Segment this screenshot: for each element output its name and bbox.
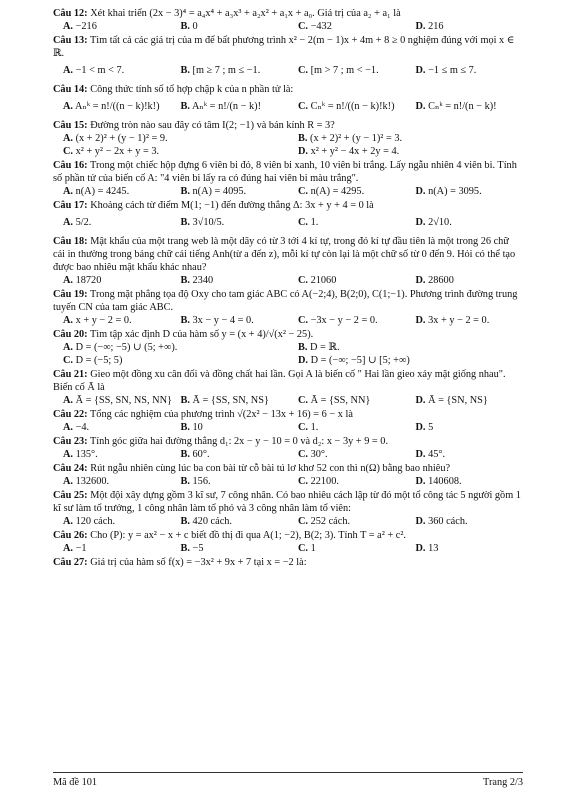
option-text: D = (−∞; −5] ∪ [5; +∞) bbox=[310, 355, 410, 366]
option-key: A. bbox=[63, 101, 74, 112]
option-key: A. bbox=[63, 133, 74, 144]
question-stem bbox=[53, 328, 523, 341]
option-key: B. bbox=[180, 516, 190, 527]
answer-option bbox=[171, 421, 289, 434]
answer-options bbox=[53, 20, 523, 33]
option-text: Cₙᵏ = n!/((n − k)!k!) bbox=[310, 101, 395, 112]
question-label: Câu 18: bbox=[53, 236, 88, 247]
option-text: 135°. bbox=[75, 449, 98, 460]
option-key: D. bbox=[415, 186, 426, 197]
option-key: D. bbox=[415, 275, 426, 286]
answer-option bbox=[288, 354, 523, 367]
option-text: x² + y² − 4x + 2y = 4. bbox=[310, 146, 400, 157]
option-key: C. bbox=[298, 449, 309, 460]
answer-options bbox=[53, 132, 523, 158]
answer-options bbox=[53, 60, 523, 82]
question-26 bbox=[53, 529, 523, 555]
option-key: B. bbox=[180, 275, 190, 286]
answer-option bbox=[406, 20, 524, 33]
question-stem bbox=[53, 435, 523, 448]
exam-code: Mã đề 101 bbox=[53, 777, 98, 788]
answer-option bbox=[406, 185, 524, 198]
option-key: A. bbox=[63, 315, 74, 326]
option-text: [m > 7 ; m < −1. bbox=[310, 65, 379, 76]
option-key: A. bbox=[63, 217, 74, 228]
option-text: n(A) = 4295. bbox=[310, 186, 365, 197]
question-label: Câu 14: bbox=[53, 84, 88, 95]
option-text: D = (−5; 5) bbox=[75, 355, 123, 366]
option-text: Ā = {SS, NN} bbox=[310, 395, 371, 406]
option-text: (x + 2)² + (y − 1)² = 9. bbox=[75, 133, 168, 144]
question-27 bbox=[53, 556, 523, 569]
answer-option bbox=[53, 421, 171, 434]
question-label: Câu 27: bbox=[53, 557, 88, 568]
question-text: Khoảng cách từ điểm M(1; −1) đến đường thẳng Δ: 3x + y + 4 = 0 là bbox=[90, 200, 374, 211]
option-text: 45°. bbox=[428, 449, 446, 460]
option-text: 60°. bbox=[192, 449, 210, 460]
option-text: −1 ≤ m ≤ 7. bbox=[428, 65, 477, 76]
answer-option bbox=[171, 212, 289, 234]
option-key: C. bbox=[298, 275, 309, 286]
question-text: Rút ngẫu nhiên cùng lúc ba con bài từ cỗ bài tú lơ khơ 52 con thì n(Ω) bằng bao nhiêu? bbox=[90, 463, 451, 474]
option-key: D. bbox=[298, 146, 309, 157]
question-stem bbox=[53, 368, 523, 394]
question-text: Một đội xây dựng gồm 3 kĩ sư, 7 công nhân. Có bao nhiêu cách lập từ đó một tổ công tác 5 người gồm 1 kĩ sư làm tổ trưởng, 1 công nhân làm tổ phó và 3 công nhân làm tổ viên: bbox=[53, 490, 521, 514]
question-stem bbox=[53, 556, 523, 569]
question-stem bbox=[53, 288, 523, 314]
option-text: Aₙᵏ = n!/(n − k)! bbox=[191, 101, 262, 112]
answer-option bbox=[53, 542, 171, 555]
answer-option bbox=[53, 448, 171, 461]
option-key: D. bbox=[415, 217, 426, 228]
option-text: −1 < m < 7. bbox=[75, 65, 125, 76]
question-13 bbox=[53, 34, 523, 82]
answer-option bbox=[406, 274, 524, 287]
answer-options bbox=[53, 394, 523, 407]
question-text: Trong một chiếc hộp đựng 6 viên bi đỏ, 8 viên bi xanh, 10 viên bi trắng. Lấy ngẫu nhiên 4 viên bi. Tính số phần tử của biến cố A: "4 viên bi lấy ra có đúng hai viên bi màu trắng". bbox=[53, 160, 517, 184]
answer-option bbox=[53, 96, 171, 118]
question-stem bbox=[53, 489, 523, 515]
option-key: D. bbox=[415, 65, 426, 76]
answer-option bbox=[171, 274, 289, 287]
answer-option bbox=[171, 515, 289, 528]
question-25 bbox=[53, 489, 523, 528]
option-key: C. bbox=[298, 422, 309, 433]
question-stem bbox=[53, 462, 523, 475]
answer-option bbox=[53, 20, 171, 33]
question-stem bbox=[53, 34, 523, 60]
answer-option bbox=[53, 274, 171, 287]
option-text: 132600. bbox=[75, 476, 110, 487]
option-text: Ā = {SN, NS} bbox=[428, 395, 488, 406]
answer-option bbox=[288, 185, 406, 198]
option-key: D. bbox=[415, 422, 426, 433]
option-text: 5 bbox=[428, 422, 434, 433]
question-12 bbox=[53, 7, 523, 33]
option-text: −4. bbox=[75, 422, 90, 433]
question-label: Câu 13: bbox=[53, 35, 88, 46]
question-text: Gieo một đồng xu cân đối và đồng chất hai lần. Gọi A là biến cố " Hai lần gieo xảy mặt giống nhau". Biến cố Ā là bbox=[53, 369, 506, 393]
answer-options bbox=[53, 96, 523, 118]
question-stem bbox=[53, 199, 523, 212]
option-key: A. bbox=[63, 342, 74, 353]
exam-page bbox=[53, 7, 523, 569]
option-text: D = (−∞; −5) ∪ (5; +∞). bbox=[75, 342, 178, 353]
answer-option bbox=[171, 60, 289, 82]
option-text: n(A) = 4095. bbox=[192, 186, 247, 197]
option-text: 30°. bbox=[310, 449, 328, 460]
answer-option bbox=[171, 475, 289, 488]
option-key: B. bbox=[180, 186, 190, 197]
answer-option bbox=[53, 185, 171, 198]
question-text: Tìm tập xác định D của hàm số y = (x + 4)/√(x² − 25). bbox=[90, 329, 314, 340]
option-text: n(A) = 4245. bbox=[75, 186, 130, 197]
answer-option bbox=[288, 314, 406, 327]
option-key: D. bbox=[415, 315, 426, 326]
answer-option bbox=[288, 515, 406, 528]
question-15 bbox=[53, 119, 523, 158]
option-key: D. bbox=[415, 449, 426, 460]
option-text: 252 cách. bbox=[310, 516, 351, 527]
answer-option bbox=[406, 421, 524, 434]
answer-option bbox=[171, 20, 289, 33]
answer-option bbox=[288, 96, 406, 118]
option-key: D. bbox=[415, 101, 426, 112]
question-text: Xét khai triển (2x − 3)⁴ = a₄x⁴ + a₃x³ + a₂x² + a₁x + a₀. Giá trị của a₂ + a₁ là bbox=[90, 8, 401, 19]
option-key: C. bbox=[298, 516, 309, 527]
option-text: [m ≥ 7 ; m ≤ −1. bbox=[192, 65, 261, 76]
question-label: Câu 12: bbox=[53, 8, 88, 19]
answer-option bbox=[53, 132, 288, 145]
answer-option bbox=[288, 132, 523, 145]
option-key: C. bbox=[298, 65, 309, 76]
option-text: Ā = {SS, SN, NS} bbox=[192, 395, 269, 406]
option-key: B. bbox=[180, 101, 190, 112]
answer-options bbox=[53, 421, 523, 434]
answer-options bbox=[53, 515, 523, 528]
question-label: Câu 26: bbox=[53, 530, 88, 541]
option-key: C. bbox=[63, 355, 74, 366]
option-key: C. bbox=[298, 217, 309, 228]
answer-options bbox=[53, 475, 523, 488]
option-text: −3x − y − 2 = 0. bbox=[310, 315, 378, 326]
question-24 bbox=[53, 462, 523, 488]
question-21 bbox=[53, 368, 523, 407]
option-text: x² + y² − 2x + y = 3. bbox=[75, 146, 160, 157]
question-22 bbox=[53, 408, 523, 434]
option-key: B. bbox=[180, 543, 190, 554]
option-key: B. bbox=[298, 133, 308, 144]
question-stem bbox=[53, 159, 523, 185]
option-text: 3x + y − 2 = 0. bbox=[428, 315, 490, 326]
option-text: (x + 2)² + (y − 1)² = 3. bbox=[310, 133, 403, 144]
question-stem bbox=[53, 7, 523, 20]
option-text: 5/2. bbox=[75, 217, 92, 228]
option-key: D. bbox=[298, 355, 309, 366]
answer-option bbox=[171, 96, 289, 118]
option-key: C. bbox=[298, 101, 309, 112]
answer-option bbox=[406, 448, 524, 461]
answer-option bbox=[406, 475, 524, 488]
option-key: C. bbox=[298, 395, 309, 406]
answer-option bbox=[288, 394, 406, 407]
question-20 bbox=[53, 328, 523, 367]
option-text: 28600 bbox=[428, 275, 454, 286]
option-text: 156. bbox=[192, 476, 211, 487]
question-label: Câu 16: bbox=[53, 160, 88, 171]
option-key: C. bbox=[63, 146, 74, 157]
answer-option bbox=[53, 354, 288, 367]
option-text: 140608. bbox=[428, 476, 462, 487]
option-text: 1. bbox=[310, 217, 319, 228]
option-text: Cₙᵏ = n!/(n − k)! bbox=[428, 101, 497, 112]
answer-options bbox=[53, 542, 523, 555]
answer-option bbox=[53, 314, 171, 327]
answer-option bbox=[288, 60, 406, 82]
option-text: 1 bbox=[310, 543, 316, 554]
answer-option bbox=[406, 394, 524, 407]
option-key: B. bbox=[180, 21, 190, 32]
answer-option bbox=[288, 542, 406, 555]
question-stem bbox=[53, 119, 523, 132]
option-text: Ā = {SS, SN, NS, NN} bbox=[75, 395, 172, 406]
question-17 bbox=[53, 199, 523, 234]
option-text: 420 cách. bbox=[192, 516, 232, 527]
question-stem bbox=[53, 235, 523, 274]
option-text: 18720 bbox=[75, 275, 102, 286]
answer-option bbox=[288, 341, 523, 354]
option-key: A. bbox=[63, 449, 74, 460]
answer-option bbox=[288, 145, 523, 158]
option-key: A. bbox=[63, 186, 74, 197]
option-text: −432 bbox=[310, 21, 332, 32]
option-text: 120 cách. bbox=[75, 516, 116, 527]
answer-option bbox=[288, 448, 406, 461]
answer-option bbox=[53, 145, 288, 158]
option-key: A. bbox=[63, 516, 74, 527]
answer-option bbox=[406, 96, 524, 118]
option-text: −1 bbox=[75, 543, 87, 554]
option-key: B. bbox=[180, 395, 190, 406]
answer-option bbox=[406, 212, 524, 234]
answer-option bbox=[171, 394, 289, 407]
question-text: Tính góc giữa hai đường thẳng d₁: 2x − y − 10 = 0 và d₂: x − 3y + 9 = 0. bbox=[90, 436, 389, 447]
answer-options bbox=[53, 448, 523, 461]
answer-option bbox=[171, 314, 289, 327]
option-key: A. bbox=[63, 395, 74, 406]
answer-option bbox=[171, 542, 289, 555]
question-label: Câu 15: bbox=[53, 120, 88, 131]
answer-options bbox=[53, 212, 523, 234]
option-text: n(A) = 3095. bbox=[428, 186, 482, 197]
answer-options bbox=[53, 341, 523, 367]
answer-option bbox=[53, 515, 171, 528]
question-stem bbox=[53, 529, 523, 542]
question-text: Trong mặt phẳng tọa độ Oxy cho tam giác ABC có A(−2;4), B(2;0), C(1;−1). Phương trình đường trung tuyến CN của tam giác ABC. bbox=[53, 289, 518, 313]
answer-options bbox=[53, 314, 523, 327]
option-key: A. bbox=[63, 543, 74, 554]
question-label: Câu 19: bbox=[53, 289, 88, 300]
question-14 bbox=[53, 83, 523, 118]
option-text: 10 bbox=[192, 422, 203, 433]
question-23 bbox=[53, 435, 523, 461]
answer-option bbox=[288, 212, 406, 234]
option-text: 2√10. bbox=[428, 217, 452, 228]
option-text: Aₙᵏ = n!/((n − k)!k!) bbox=[75, 101, 160, 112]
option-text: −5 bbox=[192, 543, 204, 554]
option-key: C. bbox=[298, 476, 309, 487]
question-text: Đường tròn nào sau đây có tâm I(2; −1) và bán kính R = 3? bbox=[90, 120, 335, 131]
answer-option bbox=[53, 341, 288, 354]
option-key: B. bbox=[180, 422, 190, 433]
option-key: B. bbox=[180, 65, 190, 76]
answer-option bbox=[171, 185, 289, 198]
option-key: A. bbox=[63, 476, 74, 487]
option-text: 360 cách. bbox=[428, 516, 468, 527]
answer-option bbox=[288, 475, 406, 488]
answer-option bbox=[288, 421, 406, 434]
answer-option bbox=[53, 212, 171, 234]
question-label: Câu 21: bbox=[53, 369, 88, 380]
answer-options bbox=[53, 274, 523, 287]
option-key: B. bbox=[298, 342, 308, 353]
question-stem bbox=[53, 408, 523, 421]
question-label: Câu 20: bbox=[53, 329, 88, 340]
question-text: Cho (P): y = ax² − x + c biết đồ thị đi qua A(1; −2), B(2; 3). Tính T = a² + c². bbox=[90, 530, 407, 541]
option-key: A. bbox=[63, 65, 74, 76]
question-19 bbox=[53, 288, 523, 327]
option-key: A. bbox=[63, 21, 74, 32]
option-key: C. bbox=[298, 21, 309, 32]
option-text: 13 bbox=[428, 543, 439, 554]
answer-option bbox=[53, 60, 171, 82]
option-key: B. bbox=[180, 217, 190, 228]
option-key: D. bbox=[415, 476, 426, 487]
option-text: 216 bbox=[428, 21, 444, 32]
option-key: C. bbox=[298, 315, 309, 326]
answer-options bbox=[53, 185, 523, 198]
answer-option bbox=[53, 475, 171, 488]
question-16 bbox=[53, 159, 523, 198]
question-18 bbox=[53, 235, 523, 287]
answer-option bbox=[288, 274, 406, 287]
question-text: Mật khẩu của một trang web là một dãy có từ 3 tới 4 kí tự, trong đó kí tự đầu tiên là một trong 26 chữ cái in thường trong bảng chữ cái tiếng Anh(từ a đến z), mỗi kí tự còn lại là một chữ số từ 0 đến 9. Hỏi có thể tạo được bao nhiêu mật khẩu khác nhau? bbox=[53, 236, 516, 273]
option-text: −216 bbox=[75, 21, 97, 32]
option-text: x + y − 2 = 0. bbox=[75, 315, 132, 326]
answer-option bbox=[406, 542, 524, 555]
question-text: Tổng các nghiệm của phương trình √(2x² − 13x + 16) = 6 − x là bbox=[90, 409, 353, 420]
option-key: B. bbox=[180, 449, 190, 460]
option-text: 0 bbox=[192, 21, 198, 32]
answer-option bbox=[406, 60, 524, 82]
option-text: 21060 bbox=[310, 275, 337, 286]
page-footer bbox=[53, 772, 523, 788]
answer-option bbox=[171, 448, 289, 461]
question-stem bbox=[53, 83, 523, 96]
option-key: D. bbox=[415, 21, 426, 32]
option-key: A. bbox=[63, 275, 74, 286]
question-label: Câu 24: bbox=[53, 463, 88, 474]
option-key: C. bbox=[298, 186, 309, 197]
option-text: 2340 bbox=[192, 275, 214, 286]
question-label: Câu 25: bbox=[53, 490, 88, 501]
question-text: Giá trị của hàm số f(x) = −3x² + 9x + 7 tại x = −2 là: bbox=[90, 557, 307, 568]
option-key: C. bbox=[298, 543, 309, 554]
option-text: D = ℝ. bbox=[310, 342, 340, 353]
question-label: Câu 23: bbox=[53, 436, 88, 447]
option-text: 1. bbox=[310, 422, 319, 433]
page-number: Trang 2/3 bbox=[483, 777, 523, 788]
option-key: D. bbox=[415, 543, 426, 554]
answer-option bbox=[288, 20, 406, 33]
question-text: Công thức tính số tổ hợp chập k của n phần tử là: bbox=[90, 84, 294, 95]
option-key: B. bbox=[180, 315, 190, 326]
question-label: Câu 17: bbox=[53, 200, 88, 211]
option-key: B. bbox=[180, 476, 190, 487]
option-key: A. bbox=[63, 422, 74, 433]
question-label: Câu 22: bbox=[53, 409, 88, 420]
answer-option bbox=[53, 394, 171, 407]
option-key: D. bbox=[415, 516, 426, 527]
answer-option bbox=[406, 515, 524, 528]
option-key: D. bbox=[415, 395, 426, 406]
option-text: 3x − y − 4 = 0. bbox=[192, 315, 254, 326]
option-text: 3√10/5. bbox=[192, 217, 225, 228]
question-text: Tìm tất cả các giá trị của m để bất phương trình x² − 2(m − 1)x + 4m + 8 ≥ 0 nghiệm đúng với mọi x ∈ ℝ. bbox=[53, 35, 515, 59]
option-text: 22100. bbox=[310, 476, 339, 487]
answer-option bbox=[406, 314, 524, 327]
